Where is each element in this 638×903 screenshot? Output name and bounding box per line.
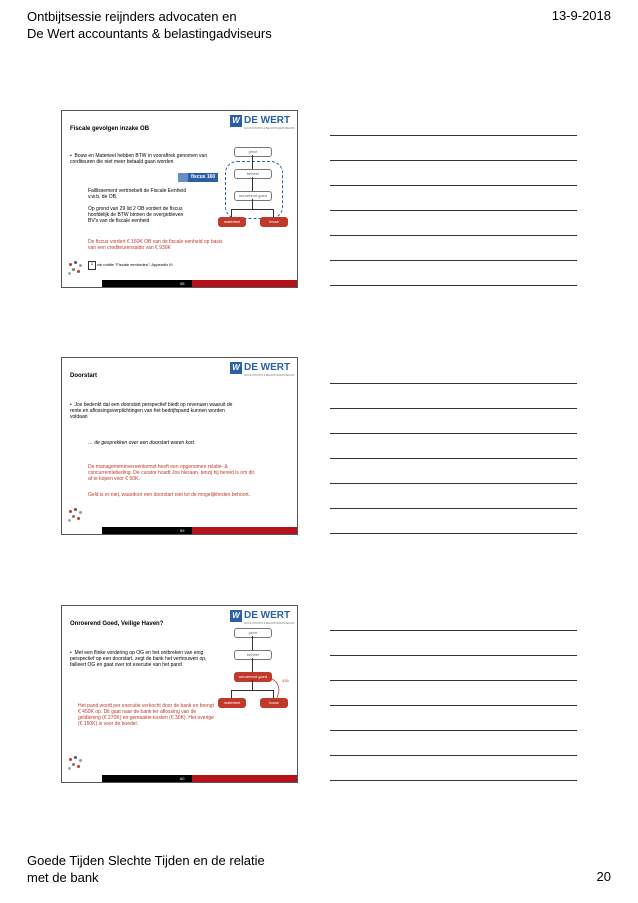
building-icon: [178, 173, 188, 182]
notes-line: [330, 655, 577, 656]
notes-line: [330, 533, 577, 534]
page-footer-title: [27, 852, 265, 886]
dewert-logo: W DE WERT ACCOUNTANTS & BELASTINGADVISEURS: [230, 115, 292, 131]
document-icon: ⅲ: [88, 261, 96, 270]
slide-paragraph-1: Faillissement vertroebelt de Fiscale Eenheid v.w.b. de OB.: [88, 188, 187, 200]
slide-footer-bar: [62, 280, 297, 287]
slide-note: zie notitie "Fiscale eenheden"; Appendix III: [97, 262, 173, 267]
notes-line: [330, 680, 577, 681]
corner-dots-logo: [65, 504, 89, 528]
box-materieel: materieel: [218, 698, 246, 708]
notes-line: [330, 285, 577, 286]
slide-title: Fiscale gevolgen inzake OB: [70, 126, 150, 132]
page-header-title: [27, 8, 272, 42]
dewert-logo: W DE WERT ACCOUNTANTS & BELASTINGADVISEURS: [230, 362, 292, 378]
slide-bullet: • Jos bedenkt dat een doorstart perspectief biedt op revenuen waaruit de rente en aflossingsverplichtingen van het bedrijfspand kunnen worden voldaan: [70, 402, 233, 420]
footer-title-line1: Goede Tijden Slechte Tijden en de relatie: [27, 853, 265, 868]
box-onroerend-goed: onroerend goed: [234, 672, 272, 682]
notes-line: [330, 260, 577, 261]
notes-line: [330, 508, 577, 509]
box-onroerend-goed: onroerend goed: [234, 191, 272, 201]
slide-onroerend-goed: [61, 605, 298, 783]
arrow-label: 435: [282, 678, 289, 683]
footer-title-line2: met de bank: [27, 870, 99, 885]
notes-line: [330, 483, 577, 484]
slide-red-paragraph: Het pand wordt per executie verkocht door de bank en brengt € 450K op. Dit gaat naar de bank ter aflossing van de geldlening (€ 270K) en gemaakte kosten (€ 30K). Het overige (€ 150K) is voor de boedel.: [78, 703, 214, 727]
box-bouw: bouw: [260, 698, 288, 708]
box-prive: privé: [234, 628, 272, 638]
notes-line: [330, 135, 577, 136]
notes-line: [330, 433, 577, 434]
slide-red-paragraph-2: Geld is er niet, waardoor een doorstart niet tot de mogelijkheden behoort.: [88, 492, 251, 498]
box-materieel: materieel: [218, 217, 246, 227]
page-number: 20: [596, 869, 611, 884]
notes-line: [330, 408, 577, 409]
slide-title: Onroerend Goed, Veilige Haven?: [70, 621, 164, 627]
notes-line: [330, 160, 577, 161]
slide-bullet: • Bouw en Materieel hebben BTW in vooraftrek genomen van crediteuren die niet meer betaald gaan worden: [70, 153, 208, 165]
fiscus-badge: fiscus 160: [188, 173, 218, 182]
box-prive: privé: [234, 147, 272, 157]
dewert-logo: W DE WERT ACCOUNTANTS & BELASTINGADVISEURS: [230, 610, 292, 626]
header-title-line2: De Wert accountants & belastingadviseurs: [27, 26, 272, 41]
notes-line: [330, 235, 577, 236]
notes-line: [330, 210, 577, 211]
structure-diagram: [220, 616, 296, 726]
corner-dots-logo: [65, 257, 89, 281]
slide-bullet: • Met een flinke vordering op OG en het ontbreken van enig perspectief op een doorstart, zegt de bank het vertrouwen op, failleert OG en gaat over tot executie van het pand: [70, 650, 207, 668]
notes-line: [330, 780, 577, 781]
header-date: 13-9-2018: [551, 8, 611, 23]
header-title-line1: Ontbijtsessie reijnders advocaten en: [27, 9, 237, 24]
notes-line: [330, 705, 577, 706]
notes-line: [330, 730, 577, 731]
box-bouw: bouw: [260, 217, 288, 227]
notes-line: [330, 755, 577, 756]
slide-red-conclusion: De fiscus vordert € 160K OB van de fiscale eenheid op basis van een crediteurensaldo van € 930K: [88, 239, 223, 251]
notes-line: [330, 185, 577, 186]
slide-red-paragraph-1: De managementovereenkomst heeft een opgenomen relatie- & concurrentiebeding. De curator houdt Jos hieraan, tenzij hij bereid is om dit af te kopen voor € 90K.: [88, 464, 254, 482]
structure-diagram: [220, 135, 296, 245]
slide-number: 59: [180, 528, 185, 533]
slide-title: Doorstart: [70, 373, 98, 379]
box-beheer: beheer: [234, 650, 272, 660]
notes-line: [330, 458, 577, 459]
corner-dots-logo: [65, 752, 89, 776]
slide-italic-remark: … de gesprekken over een doorstart waren kort.: [88, 440, 196, 446]
notes-line: [330, 383, 577, 384]
slide-number: 58: [180, 281, 185, 286]
slide-fiscale-gevolgen: [61, 110, 298, 288]
slide-footer-bar: [62, 527, 297, 534]
box-beheer: beheer: [234, 169, 272, 179]
notes-line: [330, 630, 577, 631]
slide-doorstart: [61, 357, 298, 535]
slide-number: 60: [180, 776, 185, 781]
slide-footer-bar: [62, 775, 297, 782]
slide-paragraph-2: Op grond van 29 lid 2 OB vordert de fiscus hoofdelijk de BTW binnen de overgebleven BV's van de fiscale eenheid: [88, 206, 184, 224]
